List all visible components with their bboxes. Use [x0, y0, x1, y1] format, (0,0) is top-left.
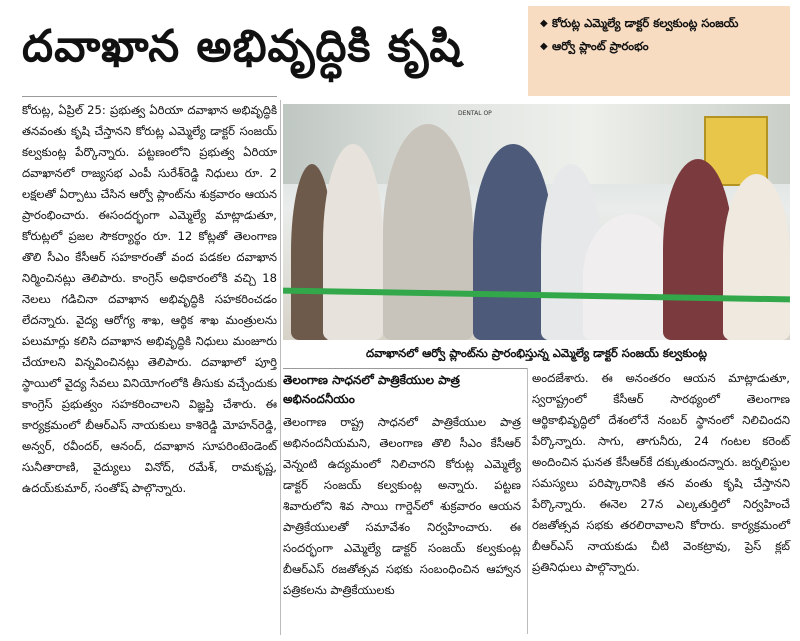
highlight-item: [540, 16, 782, 31]
person-figure: [723, 174, 790, 340]
news-photo: [283, 104, 790, 340]
headline-divider: [22, 96, 277, 97]
person-figure: [323, 144, 383, 340]
article-body: కోరుట్ల, ఏప్రిల్ 25: ప్రభుత్వ ఏరియా దవాఖాన అభివృద్ధికి తనవంతు కృషి చేస్తానని కోరుట్ల ఎమ్మెల్యే డాక్టర్ సంజయ్ కల్వకుంట్ల పేర్కొన్నారు. పట్టణంలోని ప్రభుత్వ ఏరియా దవాఖానలో రాజ్యసభ ఎంపీ సురేశ్‌రెడ్డి నిధులు రూ. 2 లక్షలతో ఏర్పాటు చేసిన ఆర్వో ప్లాంట్‌ను శుక్రవారం ఆయన ప్రారంభించారు. ఈసందర్భంగా ఎమ్మెల్యే మాట్లాడుతూ, కోరుట్లలో ప్రజల సౌకర్యార్థం రూ. 12 కోట్లతో తెలంగాణ తొలి సీఎం కేసీఆర్ సహకారంతో వంద పడకల దవాఖాన నిర్మించినట్లు తెలిపారు. కాంగ్రెస్ అధికారంలోకి వచ్చి 18 నెలలు గడిచినా దవాఖాన అభివృద్ధికి సహకరించడం లేదన్నారు. వైద్య ఆరోగ్య శాఖ, ఆర్థిక శాఖ మంత్రులను పలుమార్లు కలిసి దవాఖాన అభివృద్ధికి నిధులు మంజూరు చేయాలని విన్నవించినట్లు తెలిపారు. దవాఖాలో పూర్తి స్థాయిలో వైద్య సేవలు వినియోగంలోకి తీసుకు వచ్చేందుకు కాంగ్రెస్ ప్రభుత్వం సహకరించాలని విజ్ఞప్తి చేశారు. ఈ కార్యక్రమంలో బీఆర్‌ఎస్ నాయకులు కాశిరెడ్డి మోహన్‌రెడ్డి, అన్వర్, రవీందర్, ఆనంద్, దవాఖాన సూపరింటెండెంట్ సునీతారాణి, వైద్యులు వినోద్, రమేశ్, రామకృష్ణ, ఉదయ్‌కుమార్, సంతోష్ పాల్గొన్నారు.: [22, 103, 277, 495]
highlight-text: కోరుట్ల ఎమ్మెల్యే డాక్టర్ కల్వకుంట్ల సంజయ్: [552, 16, 739, 30]
headline: దవాఖాన అభివృద్ధికి కృషి: [22, 21, 462, 72]
person-figure: [383, 124, 473, 340]
highlight-text: ఆర్వో ప్లాంట్ ప్రారంభం: [552, 39, 649, 53]
bullet-icon: ◆: [540, 18, 548, 29]
subarticle-heading: తెలంగాణ సాధనలో పాత్రికేయుల పాత్ర అభినందనీయం: [283, 368, 528, 409]
photo-sign: DENTAL OP: [458, 110, 492, 117]
column-rule: [280, 100, 281, 635]
bullet-icon: ◆: [540, 41, 548, 52]
subarticle-body-part-2: అందజేశారు. ఈ అనంతరం ఆయన మాట్లాడుతూ, స్వరాష్ట్రంలో కేసీఆర్ సారథ్యంలో తెలంగాణ ఆర్థికాభివృద్ధిలో దేశంలోనే నంబర్ స్థానంలో నిలిచిందని పేర్కొన్నారు. సాగు, తాగునీరు, 24 గంటల కరెంట్ అందించిన ఘనత కేసీఆర్‌కే దక్కుతుందన్నారు. జర్నలిస్టుల సమస్యలు పరిష్కారానికి తన వంతు కృషి చేస్తానని పేర్కొన్నారు. ఈనెల 27న ఎల్కతుర్తిలో నిర్వహించే రజతోత్సవ సభకు తరలిరావాలని కోరారు. కార్యక్రమంలో బీఆర్‌ఎస్ నాయకుడు చీటి వెంకట్రావు, ప్రెస్ క్లబ్ ప్రతినిధులు పాల్గొన్నారు.: [532, 371, 790, 574]
article-column-1: [22, 100, 277, 635]
subarticle-body-part-1: తెలంగాణ రాష్ట్ర సాధనలో పాత్రికేయుల పాత్ర అభినందనీయమని, తెలంగాణ తొలి సీఎం కేసీఆర్ వెన్నంటి ఉద్యమంలో నిలిచారని కోరుట్ల ఎమ్మెల్యే డాక్టర్ సంజయ్ కల్వకుంట్ల అన్నారు. పట్టణ శివారులోని శివ సాయి గార్డెన్‌లో శుక్రవారం ఆయన పాత్రికేయులతో సమావేశం నిర్వహించారు. ఈ సందర్భంగా ఎమ్మెల్యే డాక్టర్ సంజయ్ కల్వకుంట్ల బీఆర్‌ఎస్ రజతోత్సవ సభకు సంబంధించిన ఆహ్వాన పత్రికలను పాత్రికేయులకు: [283, 415, 521, 597]
highlights-box: [528, 6, 790, 96]
column-rule: [527, 368, 528, 634]
photo-caption: దవాఖానలో ఆర్వో ప్లాంట్‌ను ప్రారంభిస్తున్న ఎమ్మెల్యే డాక్టర్ సంజయ్ కల్వకుంట్ల: [365, 346, 708, 360]
article-column-3: [532, 368, 790, 634]
highlight-item: [540, 39, 782, 54]
article-column-2: [283, 412, 521, 634]
